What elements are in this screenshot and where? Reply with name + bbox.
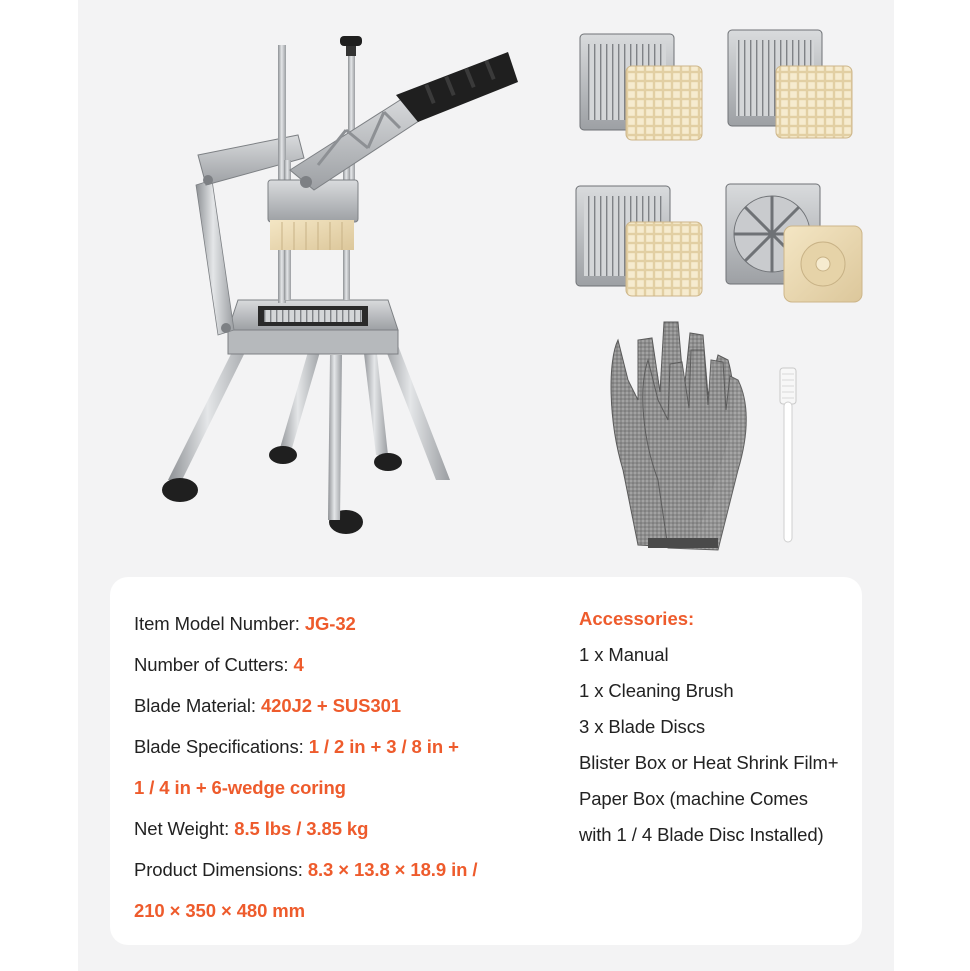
product-illustration — [78, 0, 894, 575]
accessory-item: Paper Box (machine Comes — [579, 788, 808, 809]
spec-value: 4 — [293, 654, 304, 675]
accessories-title: Accessories: — [579, 608, 695, 629]
specifications-card — [110, 577, 862, 945]
blade-disc-wedge-coring-icon — [726, 184, 862, 302]
cleaning-brush-icon — [780, 368, 796, 542]
accessory-item: Blister Box or Heat Shrink Film+ — [579, 752, 839, 773]
spec-blade-material — [134, 685, 554, 726]
spec-number-of-cutters — [134, 644, 554, 685]
accessory-item: 1 x Manual — [579, 644, 669, 665]
spec-value: 210 × 350 × 480 mm — [134, 900, 306, 921]
accessory-item: 1 x Cleaning Brush — [579, 680, 734, 701]
accessory-item: with 1 / 4 Blade Disc Installed) — [579, 824, 824, 845]
blade-disc-three-eighths-icon — [728, 30, 852, 138]
spec-net-weight — [134, 808, 554, 849]
spec-product-dimensions-cont — [134, 890, 554, 931]
spec-label: Net Weight: — [134, 818, 235, 839]
product-hero — [78, 0, 894, 575]
spec-label: Blade Material: — [134, 695, 261, 716]
cut-resistant-gloves-icon — [611, 322, 746, 550]
spec-value: 8.3 × 13.8 × 18.9 in / — [307, 859, 478, 880]
spec-model-number — [134, 603, 554, 644]
spec-value: 1 / 4 in + 6-wedge coring — [134, 777, 346, 798]
spec-value: 1 / 2 in + 3 / 8 in + — [308, 736, 459, 757]
accessory-item: 3 x Blade Discs — [579, 716, 705, 737]
spec-value: 420J2 + SUS301 — [260, 695, 401, 716]
spec-label: Blade Specifications: — [134, 736, 309, 757]
accessories-list — [579, 601, 869, 853]
spec-blade-specifications-cont — [134, 767, 554, 808]
blade-disc-quarter-inch-icon — [576, 186, 702, 296]
spec-blade-specifications — [134, 726, 554, 767]
spec-label: Item Model Number: — [134, 613, 305, 634]
spec-value: JG-32 — [304, 613, 356, 634]
spec-product-dimensions — [134, 849, 554, 890]
spec-value: 8.5 lbs / 3.85 kg — [234, 818, 369, 839]
specifications-list — [134, 603, 554, 931]
spec-label: Number of Cutters: — [134, 654, 294, 675]
blade-disc-half-inch-icon — [580, 34, 702, 140]
spec-label: Product Dimensions: — [134, 859, 308, 880]
vegetable-chopper-icon — [162, 36, 518, 534]
